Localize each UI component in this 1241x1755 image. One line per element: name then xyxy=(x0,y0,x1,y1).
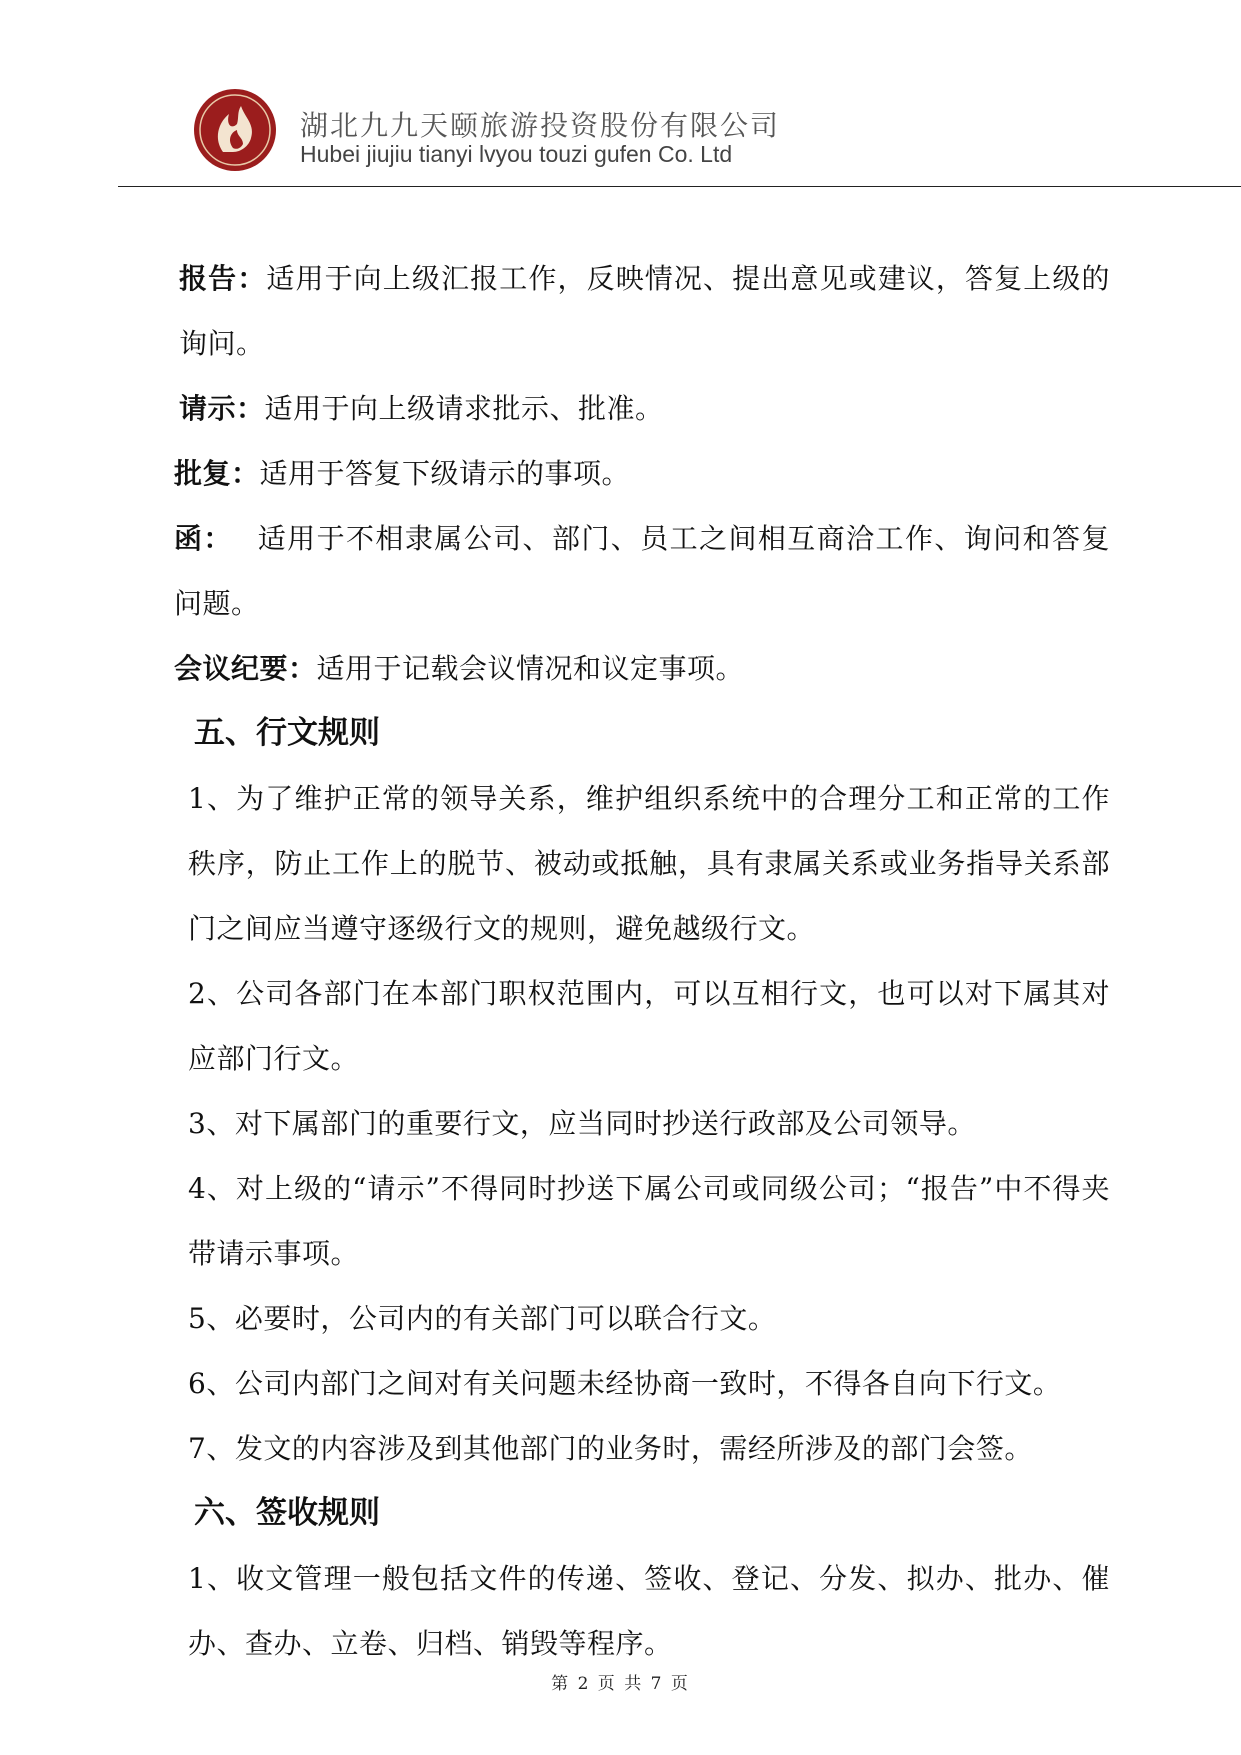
company-name-en: Hubei jiujiu tianyi lvyou touzi gufen Co. Ltd xyxy=(300,141,733,167)
definition-report xyxy=(130,246,1110,376)
definition-term: 报告： xyxy=(179,262,267,295)
section-heading: 六、签收规则 xyxy=(194,1495,380,1531)
definition-text: 适用于答复下级请示的事项。 xyxy=(259,457,631,490)
definition-text: 适用于向上级汇报工作，反映情况、提出意见或建议，答复上级的询问。 xyxy=(179,262,1110,360)
definition-term: 函： xyxy=(174,522,233,555)
rule-item: 7、发文的内容涉及到其他部门的业务时，需经所涉及的部门会签。 xyxy=(188,1432,1033,1465)
definition-letter xyxy=(130,506,1110,636)
definition-term: 请示： xyxy=(179,392,265,425)
company-name-cn: 湖北九九天颐旅游投资股份有限公司 xyxy=(300,109,781,142)
rule-item: 6、公司内部门之间对有关问题未经协商一致时，不得各自向下行文。 xyxy=(188,1367,1062,1400)
definition-text: 适用于向上级请求批示、批准。 xyxy=(264,392,664,425)
rule-item: 2、公司各部门在本部门职权范围内，可以互相行文，也可以对下属其对应部门行文。 xyxy=(188,977,1110,1075)
header-divider xyxy=(118,186,1241,187)
section-heading: 五、行文规则 xyxy=(194,715,380,751)
rule-item: 3、对下属部门的重要行文，应当同时抄送行政部及公司领导。 xyxy=(188,1107,976,1140)
definition-term: 批复： xyxy=(174,457,260,490)
definition-request xyxy=(130,376,1110,441)
rule-item: 4、对上级的“请示”不得同时抄送下属公司或同级公司；“报告”中不得夹带请示事项。 xyxy=(188,1172,1110,1270)
company-logo-icon xyxy=(193,88,277,172)
page-number: 第 2 页 共 7 页 xyxy=(551,1674,690,1694)
definition-term: 会议纪要： xyxy=(174,652,317,685)
definition-text: 适用于记载会议情况和议定事项。 xyxy=(316,652,745,685)
document-body xyxy=(130,246,1110,1676)
rule-item: 1、为了维护正常的领导关系，维护组织系统中的合理分工和正常的工作秩序，防止工作上的脱节、被动或抵触，具有隶属关系或业务指导关系部门之间应当遵守逐级行文的规则，避免越级行文。 xyxy=(188,782,1110,945)
rule-item: 1、收文管理一般包括文件的传递、签收、登记、分发、拟办、批办、催办、查办、立卷、归档、销毁等程序。 xyxy=(188,1562,1110,1660)
definition-reply xyxy=(130,441,1110,506)
page-header xyxy=(0,0,1241,190)
definition-text: 适用于不相隶属公司、部门、员工之间相互商洽工作、询问和答复问题。 xyxy=(174,522,1110,620)
definition-minutes xyxy=(130,636,1110,701)
rule-item: 5、必要时，公司内的有关部门可以联合行文。 xyxy=(188,1302,777,1335)
